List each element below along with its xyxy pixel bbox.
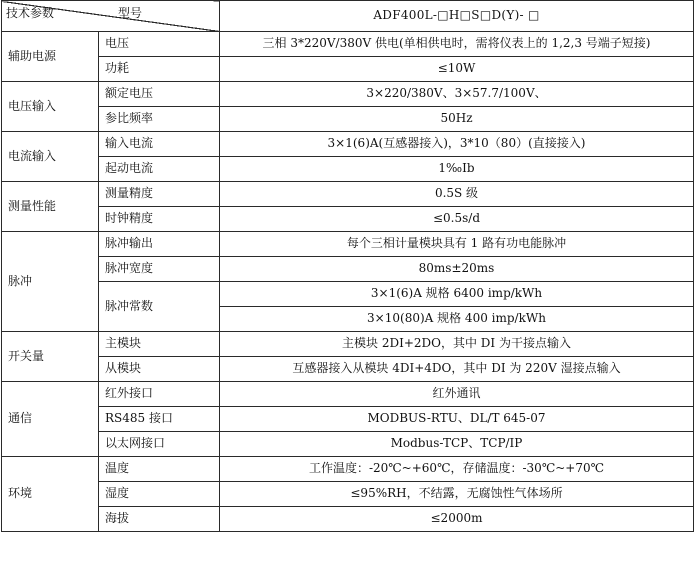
group-measurement: 测量性能	[2, 182, 99, 232]
group-env: 环境	[2, 457, 99, 532]
param-value: Modbus-TCP、TCP/IP	[220, 432, 694, 457]
group-power: 辅助电源	[2, 32, 99, 82]
table-row	[2, 357, 694, 382]
param-label: 海拔	[99, 507, 220, 532]
param-label: 输入电流	[99, 132, 220, 157]
param-label: 从模块	[99, 357, 220, 382]
param-label: 功耗	[99, 57, 220, 82]
table-row	[2, 382, 694, 407]
param-label: 红外接口	[99, 382, 220, 407]
param-label: 湿度	[99, 482, 220, 507]
table-row	[2, 482, 694, 507]
param-value: 三相 3*220V/380V 供电(单相供电时，需将仪表上的 1,2,3 号端子短接)	[220, 32, 694, 57]
table-row	[2, 57, 694, 82]
param-label: 电压	[99, 32, 220, 57]
group-voltage-input: 电压输入	[2, 82, 99, 132]
param-value: MODBUS-RTU、DL/T 645-07	[220, 407, 694, 432]
param-value: 50Hz	[220, 107, 694, 132]
param-value: ≤95%RH，不结露，无腐蚀性气体场所	[220, 482, 694, 507]
group-pulse: 脉冲	[2, 232, 99, 332]
param-value: ≤0.5s/d	[220, 207, 694, 232]
param-value: 3×1(6)A(互感器接入)，3*10（80）(直接接入)	[220, 132, 694, 157]
param-label: 主模块	[99, 332, 220, 357]
param-value: ≤2000m	[220, 507, 694, 532]
param-label: 脉冲输出	[99, 232, 220, 257]
table-row	[2, 282, 694, 307]
group-current-input: 电流输入	[2, 132, 99, 182]
param-value: 80ms±20ms	[220, 257, 694, 282]
param-label: RS485 接口	[99, 407, 220, 432]
param-label: 脉冲常数	[99, 282, 220, 332]
param-value: 每个三相计量模块具有 1 路有功电能脉冲	[220, 232, 694, 257]
param-label: 测量精度	[99, 182, 220, 207]
param-label: 起动电流	[99, 157, 220, 182]
param-value: 主模块 2DI+2DO，其中 DI 为干接点输入	[220, 332, 694, 357]
param-label: 以太网接口	[99, 432, 220, 457]
table-row	[2, 157, 694, 182]
group-switch: 开关量	[2, 332, 99, 382]
param-value: 工作温度：-20℃~+60℃，存储温度：-30℃~+70℃	[220, 457, 694, 482]
param-value: 1‰Ib	[220, 157, 694, 182]
table-row	[2, 207, 694, 232]
param-value: 红外通讯	[220, 382, 694, 407]
table-row	[2, 257, 694, 282]
table-row	[2, 407, 694, 432]
param-value: 互感器接入从模块 4DI+4DO，其中 DI 为 220V 湿接点输入	[220, 357, 694, 382]
param-value: 3×220/380V、3×57.7/100V、	[220, 82, 694, 107]
header-tech-params-label: 技术参数	[6, 6, 55, 20]
header-model-label: 型号	[118, 6, 143, 20]
header-corner-cell	[2, 1, 220, 32]
table-row	[2, 332, 694, 357]
param-value: ≤10W	[220, 57, 694, 82]
table-row	[2, 507, 694, 532]
param-label: 额定电压	[99, 82, 220, 107]
table-row	[2, 132, 694, 157]
table-row	[2, 232, 694, 257]
table-row	[2, 107, 694, 132]
param-label: 脉冲宽度	[99, 257, 220, 282]
spec-table	[1, 0, 694, 532]
param-label: 时钟精度	[99, 207, 220, 232]
param-label: 温度	[99, 457, 220, 482]
header-row	[2, 1, 694, 32]
table-row	[2, 82, 694, 107]
header-model-value: ADF400L-□H□S□D(Y)- □	[220, 1, 694, 32]
table-row	[2, 32, 694, 57]
param-value: 3×10(80)A 规格 400 imp/kWh	[220, 307, 694, 332]
table-row	[2, 432, 694, 457]
param-value: 0.5S 级	[220, 182, 694, 207]
table-row	[2, 457, 694, 482]
group-comm: 通信	[2, 382, 99, 457]
table-row	[2, 182, 694, 207]
param-value: 3×1(6)A 规格 6400 imp/kWh	[220, 282, 694, 307]
param-label: 参比频率	[99, 107, 220, 132]
